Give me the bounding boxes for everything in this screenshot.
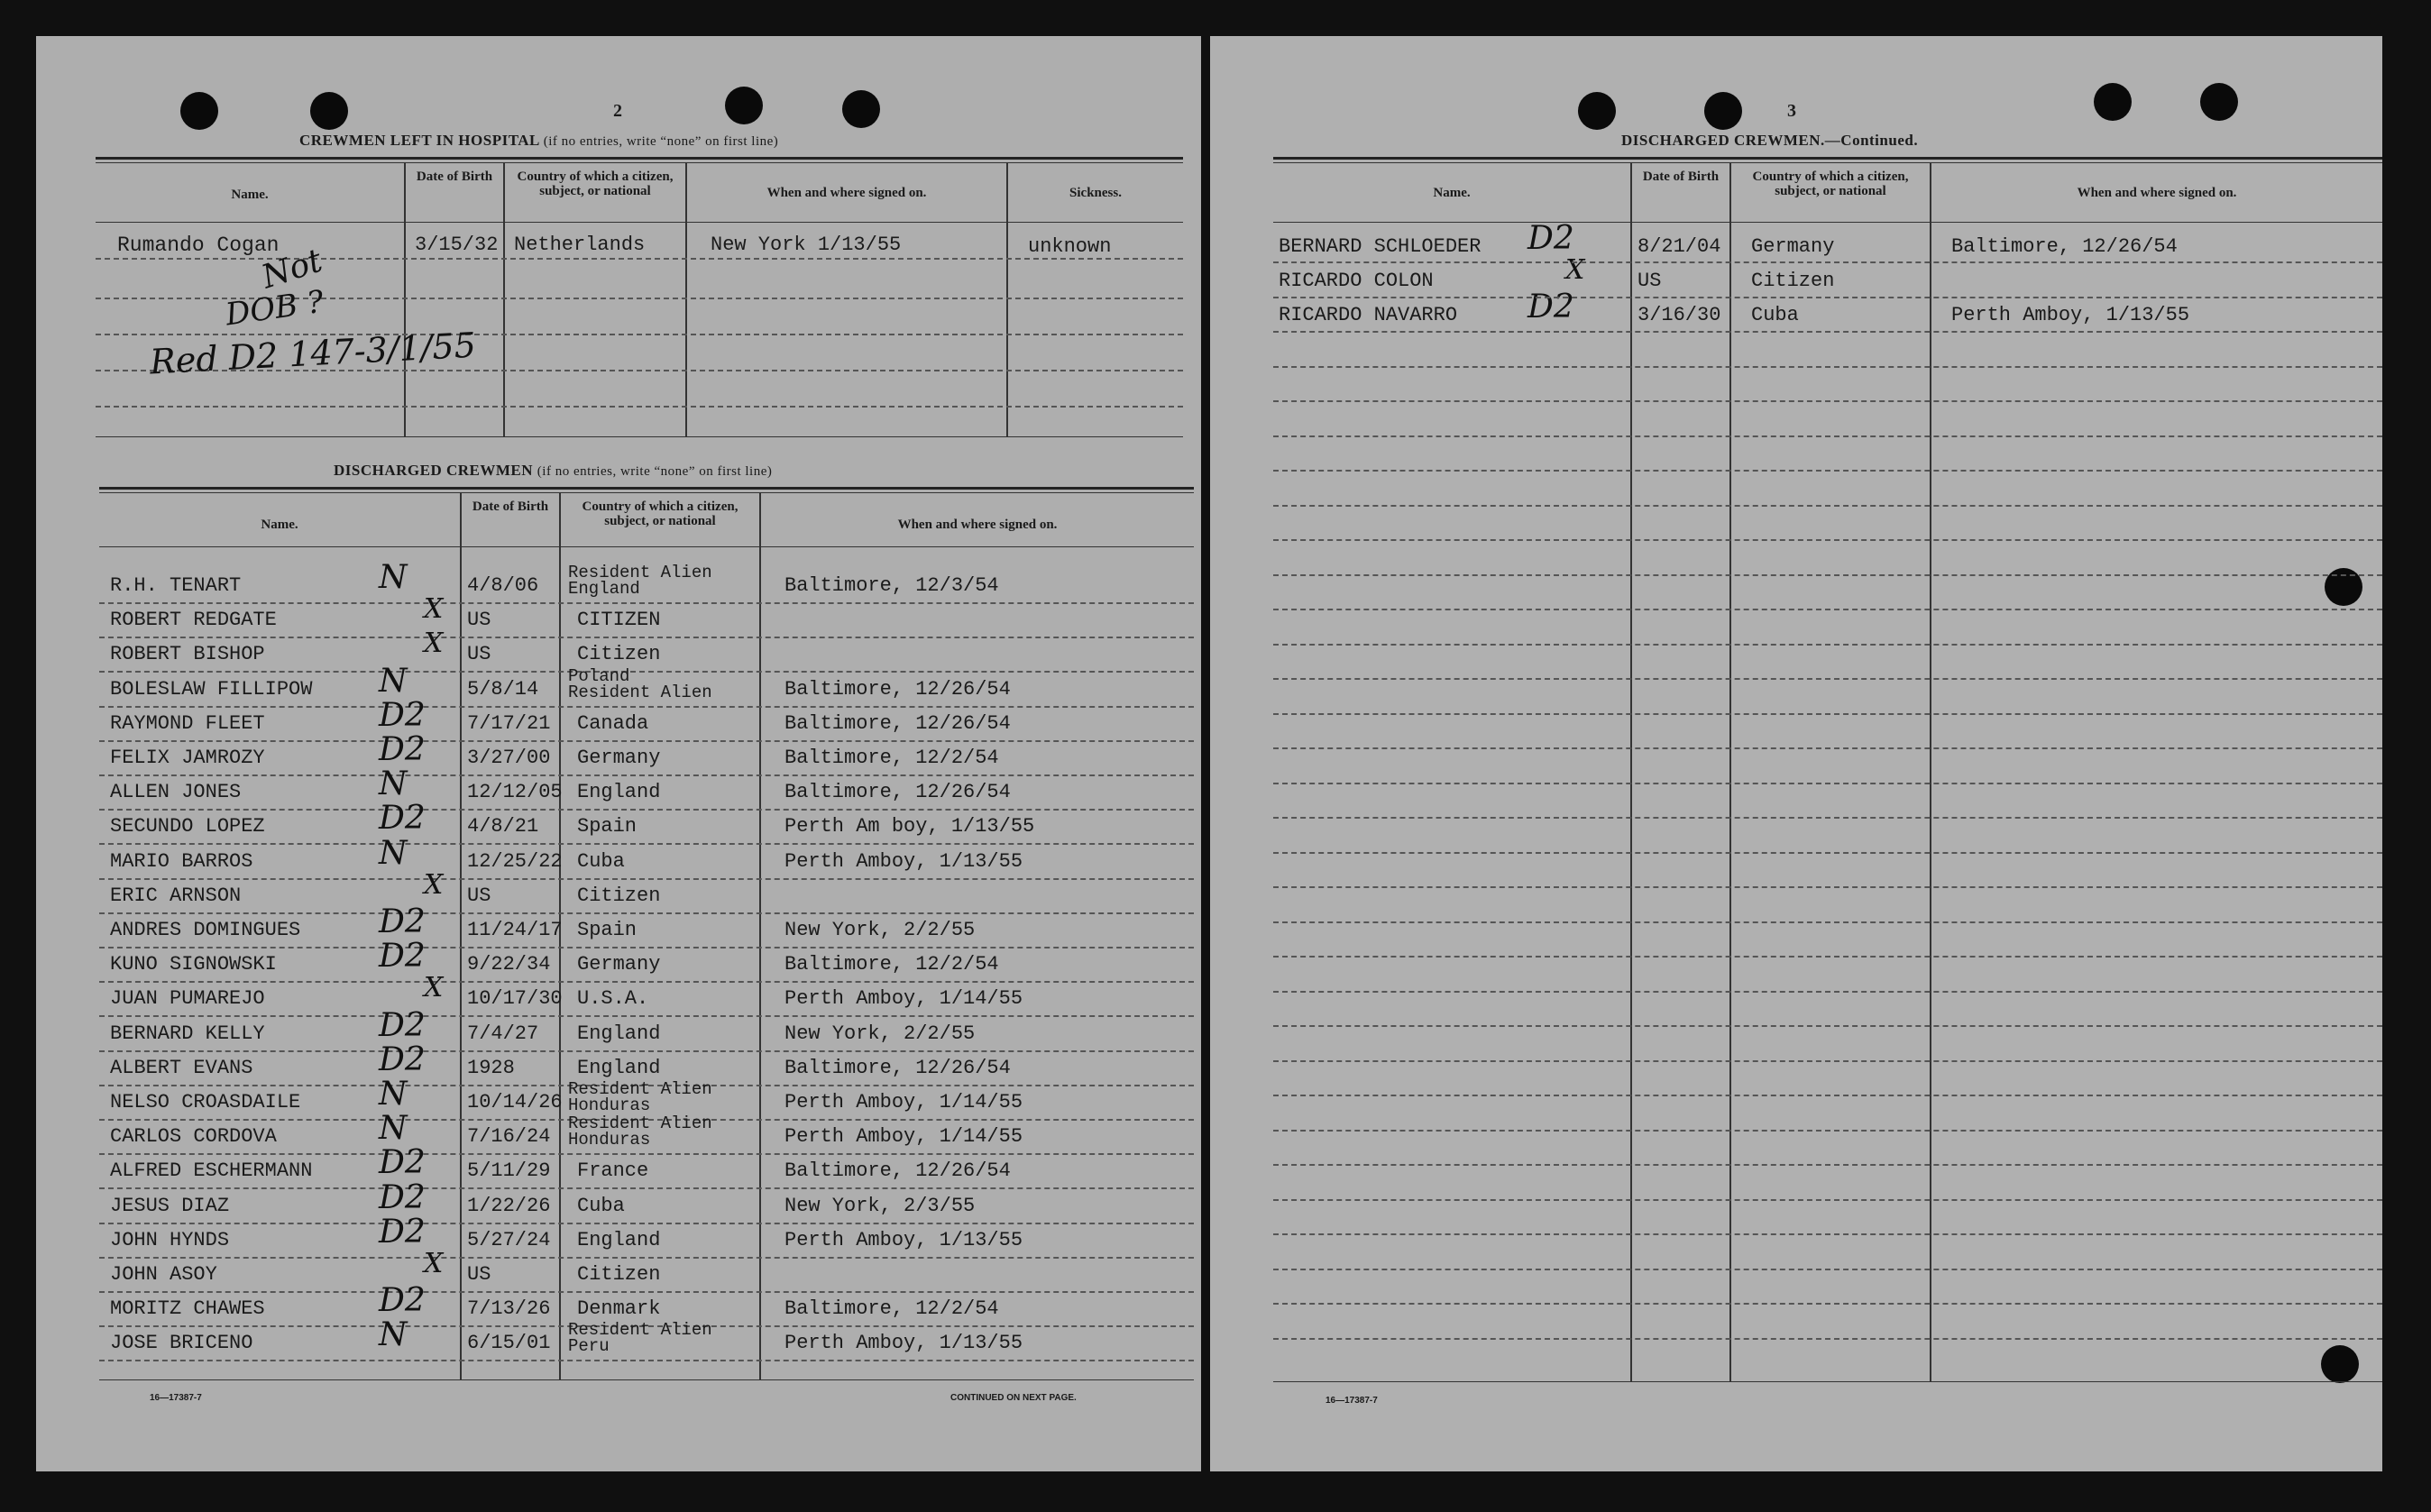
handwritten-mark: D2	[379, 1007, 426, 1044]
entry-line	[99, 947, 1194, 948]
crew-country: England	[568, 579, 640, 599]
entry-line	[99, 1291, 1194, 1293]
entry-line	[99, 809, 1194, 811]
crew-country: Spain	[577, 815, 638, 838]
hospital-title: CREWMEN LEFT IN HOSPITAL	[299, 132, 539, 149]
entry-line	[1273, 1025, 2382, 1027]
crew-country: Honduras	[568, 1095, 651, 1115]
crew-signed: Baltimore, 12/3/54	[784, 574, 999, 597]
crew-country: Cuba	[577, 1195, 625, 1217]
crew-dob: 4/8/21	[467, 815, 539, 838]
crew-signed: Baltimore, 12/26/54	[784, 712, 1011, 735]
crew-name: RICARDO NAVARRO	[1279, 304, 1458, 326]
crew-dob: 5/27/24	[467, 1229, 551, 1251]
entry-line	[1273, 539, 2382, 541]
col-header-country: Country of which a citizen, subject, or national	[1752, 170, 1909, 198]
rule	[99, 1379, 1194, 1380]
column-divider	[503, 162, 505, 436]
crew-signed: Perth Amboy, 1/14/55	[784, 1125, 1023, 1148]
crew-signed: Baltimore, 12/2/54	[784, 1297, 999, 1320]
crew-country: Cuba	[577, 850, 625, 873]
entry-line	[1273, 505, 2382, 507]
crew-signed: Baltimore, 12/2/54	[784, 953, 999, 976]
crew-name: JOHN ASOY	[110, 1263, 217, 1286]
crew-dob: 12/12/05	[467, 781, 563, 803]
crew-dob: 5/8/14	[467, 678, 539, 701]
crew-name: R.H. TENART	[110, 574, 242, 597]
crew-name: ERIC ARNSON	[110, 884, 242, 907]
handwritten-mark: X	[1565, 254, 1585, 286]
handwritten-note: DOB ?	[223, 283, 326, 334]
column-divider	[759, 492, 761, 1379]
crew-signed: New York, 2/2/55	[784, 1022, 976, 1045]
crew-country: France	[577, 1159, 649, 1182]
left-page	[36, 36, 1201, 1471]
handwritten-mark: D2	[1527, 220, 1574, 257]
column-divider	[685, 162, 687, 436]
handwritten-mark: X	[424, 593, 444, 625]
crew-country-note: Poland	[568, 666, 630, 686]
crew-dob: US	[467, 1263, 491, 1286]
crew-country: Germany	[1751, 235, 1835, 258]
crew-name: MARIO BARROS	[110, 850, 253, 873]
rule	[1273, 1381, 2382, 1382]
punch-hole	[1578, 92, 1616, 130]
col-header-signed: When and where signed on.	[2077, 186, 2237, 200]
crew-country: Peru	[568, 1336, 610, 1356]
entry-line	[1273, 435, 2382, 437]
entry-line	[1273, 956, 2382, 958]
entry-line	[1273, 1269, 2382, 1270]
crew-name: BERNARD KELLY	[110, 1022, 265, 1045]
punch-hole	[1704, 92, 1742, 130]
page-number: 2	[613, 101, 622, 121]
crew-signed: Perth Amboy, 1/13/55	[1951, 304, 2190, 326]
crew-country: England	[577, 1229, 661, 1251]
handwritten-mark: D2	[379, 697, 426, 734]
hospital-dob: 3/15/32	[415, 234, 499, 256]
entry-line	[1273, 1060, 2382, 1062]
crew-name: MORITZ CHAWES	[110, 1297, 265, 1320]
col-header-signed: When and where signed on.	[766, 186, 927, 200]
entry-line	[1273, 1130, 2382, 1132]
right-section-title: DISCHARGED CREWMEN.—Continued.	[1621, 132, 1919, 149]
crew-name: ALFRED ESCHERMANN	[110, 1159, 313, 1182]
entry-line	[99, 602, 1194, 604]
rule	[96, 222, 1183, 223]
handwritten-mark: D2	[379, 1041, 426, 1078]
crew-dob: 8/21/04	[1637, 235, 1721, 258]
entry-line	[1273, 1164, 2382, 1166]
punch-hole	[180, 92, 218, 130]
crew-country: Citizen	[577, 1263, 661, 1286]
crew-name: BOLESLAW FILLIPOW	[110, 678, 313, 701]
handwritten-mark: D2	[379, 938, 426, 975]
crew-signed: Perth Amboy, 1/13/55	[784, 1332, 1023, 1354]
handwritten-mark: N	[379, 1110, 408, 1147]
entry-line	[96, 334, 1183, 335]
crew-country-note: Resident Alien	[568, 1113, 712, 1133]
crew-signed: Baltimore, 12/26/54	[784, 678, 1011, 701]
entry-line	[1273, 470, 2382, 472]
entry-line	[1273, 1338, 2382, 1340]
entry-line	[99, 1153, 1194, 1155]
crew-dob: 9/22/34	[467, 953, 551, 976]
crew-country: Germany	[577, 953, 661, 976]
handwritten-mark: N	[379, 1076, 408, 1113]
column-divider	[404, 162, 406, 436]
crew-country: U.S.A.	[577, 987, 649, 1010]
continued-note: CONTINUED ON NEXT PAGE.	[950, 1393, 1077, 1403]
entry-line	[1273, 400, 2382, 402]
crew-dob: 5/11/29	[467, 1159, 551, 1182]
crew-country: Denmark	[577, 1297, 661, 1320]
crew-name: CARLOS CORDOVA	[110, 1125, 277, 1148]
entry-line	[1273, 366, 2382, 368]
crew-country: England	[577, 1057, 661, 1079]
col-header-signed: When and where signed on.	[897, 518, 1058, 532]
rule	[96, 162, 1183, 163]
crew-dob: 11/24/17	[467, 919, 563, 941]
crew-name: FELIX JAMROZY	[110, 747, 265, 769]
entry-line	[96, 406, 1183, 408]
crew-country: Honduras	[568, 1130, 651, 1150]
column-divider	[460, 492, 462, 1379]
crew-dob: US	[1637, 270, 1662, 292]
entry-line	[1273, 817, 2382, 819]
crew-name: JESUS DIAZ	[110, 1195, 230, 1217]
entry-line	[1273, 331, 2382, 333]
rule	[1273, 162, 2382, 163]
entry-line	[1273, 713, 2382, 715]
col-header-country: Country of which a citizen, subject, or national	[582, 499, 738, 528]
entry-line	[1273, 297, 2382, 298]
crew-name: RAYMOND FLEET	[110, 712, 265, 735]
crew-name: JOHN HYNDS	[110, 1229, 230, 1251]
entry-line	[99, 1360, 1194, 1361]
handwritten-mark: D2	[379, 1179, 426, 1216]
entry-line	[1273, 1303, 2382, 1305]
handwritten-mark: D2	[1527, 289, 1574, 325]
column-divider	[1006, 162, 1008, 436]
crew-dob: 6/15/01	[467, 1332, 551, 1354]
punch-hole	[2094, 83, 2132, 121]
crew-country: Resident Alien	[568, 683, 712, 702]
punch-hole	[2321, 1345, 2359, 1383]
hospital-section-title	[299, 132, 778, 150]
handwritten-note: Red D2 147-3/1/55	[149, 325, 477, 382]
entry-line	[99, 740, 1194, 742]
crew-name: JOSE BRICENO	[110, 1332, 253, 1354]
entry-line	[99, 1187, 1194, 1189]
handwritten-mark: D2	[379, 731, 426, 768]
col-header-dob: Date of Birth	[416, 170, 493, 184]
crew-country: England	[577, 1022, 661, 1045]
punch-hole	[2200, 83, 2238, 121]
crew-dob: 4/8/06	[467, 574, 539, 597]
discharged-note: (if no entries, write “none” on first line)	[537, 464, 773, 479]
handwritten-mark: D2	[379, 800, 426, 837]
col-header-sickness: Sickness.	[1069, 186, 1122, 200]
crew-name: ROBERT REDGATE	[110, 609, 277, 631]
entry-line	[1273, 678, 2382, 680]
crew-signed: Perth Amboy, 1/14/55	[784, 987, 1023, 1010]
entry-line	[1273, 747, 2382, 749]
crew-country: Citizen	[577, 884, 661, 907]
crew-dob: 12/25/22	[467, 850, 563, 873]
crew-signed: Perth Am boy, 1/13/55	[784, 815, 1035, 838]
crew-country-note: Resident Alien	[568, 1079, 712, 1099]
rule	[1273, 157, 2382, 160]
handwritten-mark: N	[379, 835, 408, 872]
crew-dob: 1/22/26	[467, 1195, 551, 1217]
entry-line	[1273, 574, 2382, 576]
handwritten-mark: D2	[379, 1214, 426, 1251]
handwritten-mark: X	[424, 628, 444, 659]
punch-hole	[725, 87, 763, 124]
entry-line	[1273, 1199, 2382, 1201]
crew-signed: New York, 2/2/55	[784, 919, 976, 941]
handwritten-mark: N	[379, 559, 408, 596]
handwritten-mark: X	[424, 972, 444, 1003]
entry-line	[99, 774, 1194, 776]
hospital-name: Rumando Cogan	[117, 234, 280, 257]
rule	[99, 492, 1194, 493]
crew-country: Germany	[577, 747, 661, 769]
entry-line	[99, 981, 1194, 983]
handwritten-mark: N	[379, 1316, 408, 1353]
crew-dob: US	[467, 643, 491, 665]
crew-name: NELSO CROASDAILE	[110, 1091, 301, 1113]
crew-signed: Baltimore, 12/26/54	[784, 1057, 1011, 1079]
hospital-sickness: unknown	[1028, 235, 1112, 258]
rule	[99, 487, 1194, 490]
crew-country: CITIZEN	[577, 609, 661, 631]
crew-country: Canada	[577, 712, 649, 735]
handwritten-mark: N	[379, 663, 408, 700]
crew-country-note: Resident Alien	[568, 1320, 712, 1340]
col-header-name: Name.	[231, 188, 269, 202]
col-header-name: Name.	[1433, 186, 1471, 200]
col-header-dob: Date of Birth	[472, 499, 549, 514]
crew-country: Spain	[577, 919, 638, 941]
crew-name: BERNARD SCHLOEDER	[1279, 235, 1482, 258]
crew-signed: Baltimore, 12/26/54	[784, 781, 1011, 803]
crew-name: ANDRES DOMINGUES	[110, 919, 301, 941]
crew-signed: Perth Amboy, 1/14/55	[784, 1091, 1023, 1113]
handwritten-mark: D2	[379, 1144, 426, 1181]
crew-country: Citizen	[1751, 270, 1835, 292]
hospital-signed: New York 1/13/55	[711, 234, 902, 256]
crew-dob: 1928	[467, 1057, 515, 1079]
entry-line	[1273, 1095, 2382, 1096]
crew-signed: Baltimore, 12/26/54	[784, 1159, 1011, 1182]
crew-signed: Baltimore, 12/26/54	[1951, 235, 2178, 258]
entry-line	[1273, 886, 2382, 888]
col-header-country: Country of which a citizen, subject, or national	[517, 170, 674, 198]
entry-line	[99, 1015, 1194, 1017]
crew-country: Cuba	[1751, 304, 1799, 326]
crew-dob: 7/13/26	[467, 1297, 551, 1320]
crew-signed: Baltimore, 12/2/54	[784, 747, 999, 769]
handwritten-mark: X	[424, 869, 444, 901]
crew-dob: 3/27/00	[467, 747, 551, 769]
col-header-name: Name.	[261, 518, 298, 532]
crew-country: Citizen	[577, 643, 661, 665]
punch-hole	[842, 90, 880, 128]
form-number: 16—17387-7	[150, 1393, 202, 1403]
entry-line	[1273, 1233, 2382, 1235]
entry-line	[1273, 261, 2382, 263]
crew-name: ROBERT BISHOP	[110, 643, 265, 665]
crew-name: KUNO SIGNOWSKI	[110, 953, 277, 976]
hospital-note: (if no entries, write “none” on first line)	[543, 134, 779, 149]
rule	[1273, 222, 2382, 223]
punch-hole	[310, 92, 348, 130]
crew-signed: Perth Amboy, 1/13/55	[784, 850, 1023, 873]
handwritten-mark: D2	[379, 1282, 426, 1319]
entry-line	[99, 671, 1194, 673]
entry-line	[99, 1257, 1194, 1259]
crew-dob: US	[467, 609, 491, 631]
discharged-title: DISCHARGED CREWMEN	[334, 462, 534, 479]
entry-line	[1273, 644, 2382, 646]
crew-name: ALLEN JONES	[110, 781, 242, 803]
entry-line	[99, 1223, 1194, 1224]
entry-line	[99, 706, 1194, 708]
crew-dob: 10/17/30	[467, 987, 563, 1010]
entry-line	[99, 1050, 1194, 1052]
rule	[96, 157, 1183, 160]
col-header-dob: Date of Birth	[1642, 170, 1720, 184]
handwritten-note: Not	[257, 242, 327, 297]
crew-signed: New York, 2/3/55	[784, 1195, 976, 1217]
entry-line	[99, 637, 1194, 638]
rule	[96, 436, 1183, 437]
entry-line	[1273, 921, 2382, 923]
crew-dob: US	[467, 884, 491, 907]
crew-signed: Perth Amboy, 1/13/55	[784, 1229, 1023, 1251]
crew-name: JUAN PUMAREJO	[110, 987, 265, 1010]
crew-dob: 10/14/26	[467, 1091, 563, 1113]
entry-line	[1273, 991, 2382, 993]
entry-line	[99, 878, 1194, 880]
entry-line	[1273, 609, 2382, 610]
entry-line	[1273, 852, 2382, 854]
crew-country: England	[577, 781, 661, 803]
discharged-section-title	[334, 462, 772, 480]
crew-name: RICARDO COLON	[1279, 270, 1434, 292]
crew-dob: 3/16/30	[1637, 304, 1721, 326]
handwritten-mark: D2	[379, 903, 426, 940]
crew-dob: 7/4/27	[467, 1022, 539, 1045]
crew-dob: 7/17/21	[467, 712, 551, 735]
crew-name: SECUNDO LOPEZ	[110, 815, 265, 838]
hospital-country: Netherlands	[514, 234, 646, 256]
entry-line	[1273, 783, 2382, 784]
handwritten-mark: X	[424, 1248, 444, 1279]
page-number: 3	[1787, 101, 1796, 121]
right-page	[1210, 36, 2382, 1471]
entry-line	[99, 843, 1194, 845]
rule	[99, 546, 1194, 547]
crew-name: ALBERT EVANS	[110, 1057, 253, 1079]
crew-country-note: Resident Alien	[568, 563, 712, 582]
crew-dob: 7/16/24	[467, 1125, 551, 1148]
entry-line	[99, 912, 1194, 914]
handwritten-mark: N	[379, 765, 408, 802]
form-number: 16—17387-7	[1326, 1396, 1378, 1406]
